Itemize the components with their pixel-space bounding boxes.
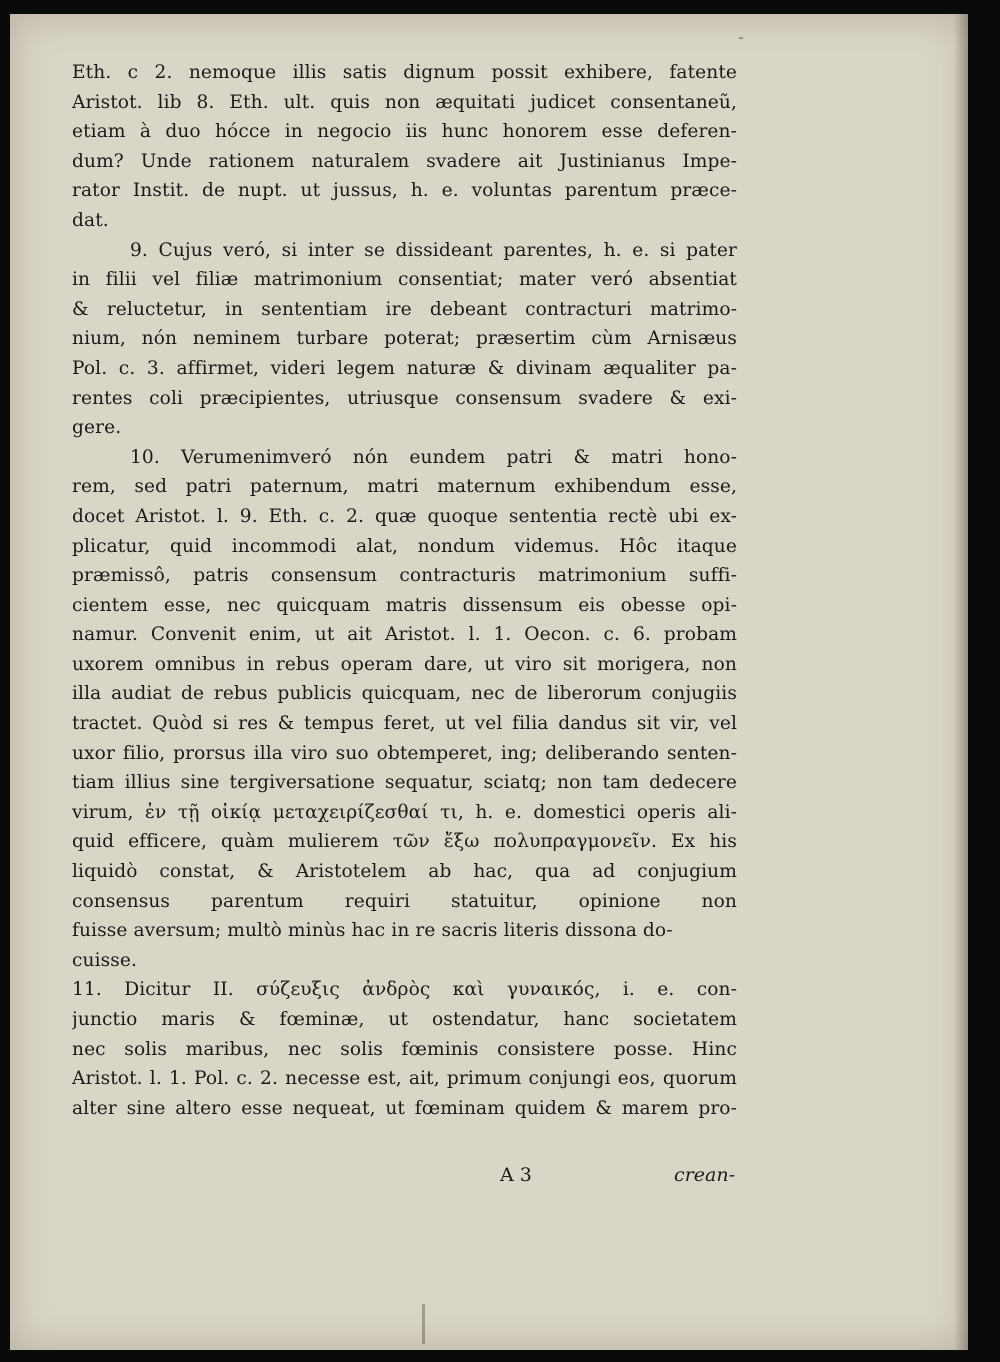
text-line: etiam à duo hócce in negocio iis hunc honorem esse deferen- — [72, 121, 737, 143]
text-line: quid efficere, quàm mulierem τῶν ἔξω πολυπραγμονεῖν. Ex his — [72, 831, 737, 853]
text-line: Aristot. l. 1. Pol. c. 2. necesse est, ait, primum conjungi eos, quorum — [72, 1068, 737, 1090]
text-line: alter sine altero esse nequeat, ut fœminam quidem & marem pro- — [72, 1097, 737, 1119]
book-page — [10, 14, 968, 1350]
ink-smudge — [422, 1304, 425, 1344]
text-line: Pol. c. 3. affirmet, videri legem naturæ & divinam æqualiter pa- — [72, 357, 737, 379]
text-line: cuisse. — [72, 949, 138, 971]
text-line: dat. — [72, 209, 109, 231]
text-line: plicatur, quid incommodi alat, nondum videmus. Hôc itaque — [72, 535, 737, 557]
text-line: cientem esse, nec quicquam matris dissensum eis obesse opi- — [72, 594, 737, 616]
edge-mark: ˜ — [738, 36, 744, 50]
text-line: dum? Unde rationem naturalem svadere ait Justinianus Impe- — [72, 150, 737, 172]
page-text — [72, 58, 737, 1123]
text-line: & reluctetur, in sententiam ire debeant contracturi matrimo- — [72, 298, 737, 320]
text-line: uxorem omnibus in rebus operam dare, ut viro sit morigera, non — [72, 653, 737, 675]
signature-mark: A 3 — [500, 1164, 532, 1186]
text-line: præmissô, patris consensum contracturis matrimonium suffi- — [72, 565, 737, 587]
text-line: nec solis maribus, nec solis fœminis consistere posse. Hinc — [72, 1038, 737, 1060]
text-line: Aristot. lib 8. Eth. ult. quis non æquitati judicet consentaneũ, — [72, 91, 737, 113]
text-line: uxor filio, prorsus illa viro suo obtemperet, ing; deliberando senten- — [72, 742, 737, 764]
text-line: nium, nón neminem turbare poterat; præsertim cùm Arnisæus — [72, 328, 737, 350]
text-line: gere. — [72, 417, 122, 439]
text-line: 10. Verumenimveró nón eundem patri & matri hono- — [130, 446, 737, 468]
text-line: virum, ἐν τῇ οἰκίᾳ μεταχειρίζεσθαί τι, h. e. domestici operis ali- — [72, 801, 737, 823]
text-line: tractet. Quòd si res & tempus feret, ut vel filia dandus sit vir, vel — [72, 713, 737, 735]
text-line: fuisse aversum; multò minùs hac in re sacris literis dissona do- — [72, 920, 673, 942]
text-line: liquidò constat, & Aristotelem ab hac, qua ad conjugium — [72, 861, 737, 883]
text-line: 9. Cujus veró, si inter se dissideant parentes, h. e. si pater — [130, 239, 737, 261]
catchword: crean- — [674, 1164, 735, 1186]
text-line: junctio maris & fœminæ, ut ostendatur, hanc societatem — [72, 1009, 737, 1030]
text-line: namur. Convenit enim, ut ait Aristot. l. 1. Oecon. c. 6. probam — [72, 624, 737, 646]
text-line: consensus parentum requiri statuitur, opinione non — [72, 890, 737, 912]
text-line: tiam illius sine tergiversatione sequatur, sciatq; non tam dedecere — [72, 772, 737, 794]
text-line: rentes coli præcipientes, utriusque consensum svadere & exi- — [72, 387, 737, 409]
text-line: Eth. c 2. nemoque illis satis dignum possit exhibere, fatente — [72, 62, 737, 83]
text-line: illa audiat de rebus publicis quicquam, nec de liberorum conjugiis — [72, 683, 737, 705]
text-line: rem, sed patri paternum, matri maternum exhibendum esse, — [72, 476, 737, 498]
text-line: in filii vel filiæ matrimonium consentiat; mater veró absentiat — [72, 269, 737, 291]
text-line: rator Instit. de nupt. ut jussus, h. e. voluntas parentum præce- — [72, 180, 737, 202]
text-line: 11. Dicitur II. σύζευξις ἀνδρὸς καὶ γυναικός, i. e. con- — [72, 979, 737, 1001]
text-line: docet Aristot. l. 9. Eth. c. 2. quæ quoque sententia rectè ubi ex- — [72, 505, 737, 527]
